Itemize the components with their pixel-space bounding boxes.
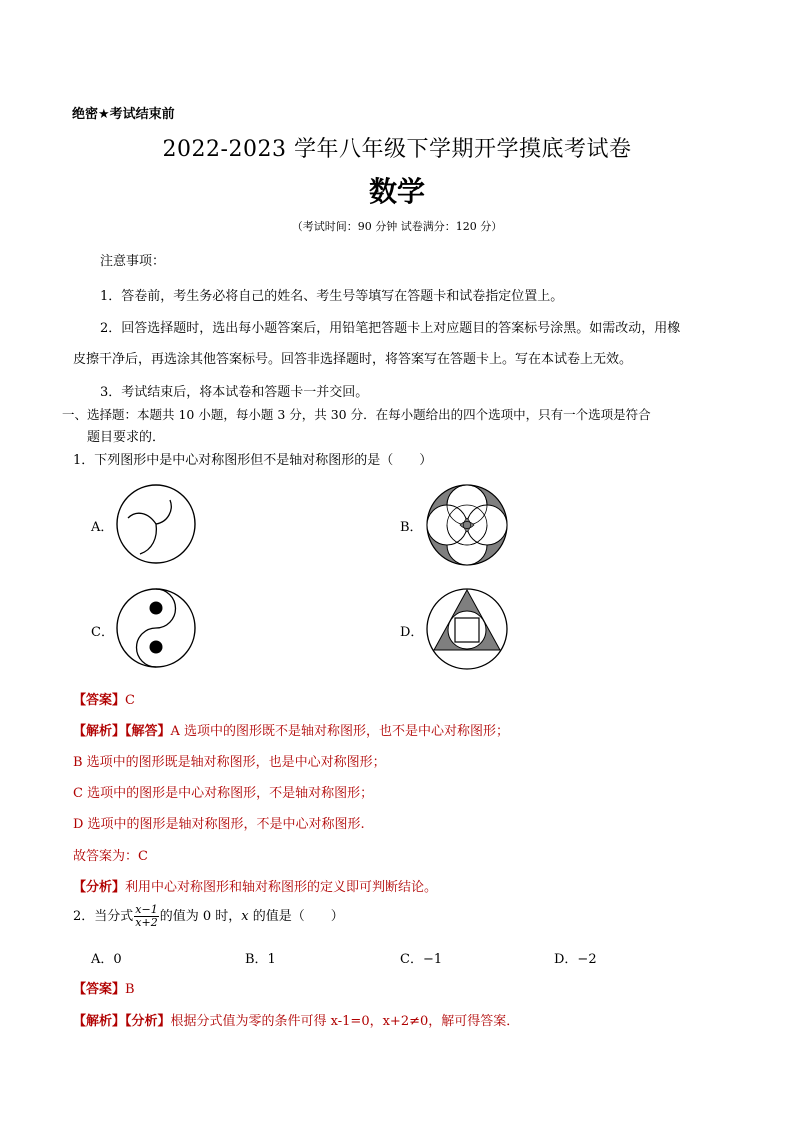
confidential-label: 绝密★考试结束前 <box>72 107 175 122</box>
q2-fraction-numerator: x−1 <box>135 903 158 916</box>
note-1: 1．答卷前，考生务必将自己的姓名、考生号等填写在答题卡和试卷指定位置上。 <box>100 289 564 304</box>
q1-solution-tag: 【解答】 <box>125 724 171 739</box>
note-2-cont: 皮擦干净后，再选涂其他答案标号。回答非选择题时，将答案写在答题卡上。写在本试卷上无效。 <box>73 352 633 367</box>
q1-conclusion: 故答案为：C <box>73 849 148 864</box>
yin-yang-circle-figure <box>114 586 198 670</box>
q1-answer-value: C <box>125 693 135 708</box>
q2-analysis-text: 根据分式值为零的条件可得 x-1=0，x+2≠0，解可得答案． <box>170 1014 520 1029</box>
q1-fenxi-tag: 【分析】 <box>73 880 126 895</box>
q2-option-d: D．−2 <box>554 952 597 967</box>
section-heading-cont: 题目要求的． <box>87 430 166 445</box>
q2-fraction-denominator: x+2 <box>135 916 158 929</box>
q1-analysis-a-text: A 选项中的图形既不是轴对称图形，也不是中心对称图形； <box>170 724 510 739</box>
note-3: 3．考试结束后，将本试卷和答题卡一并交回。 <box>100 385 369 400</box>
q1-option-d-label: D． <box>400 625 424 640</box>
exam-subject: 数学 <box>368 175 425 208</box>
q2-stem-mid: 的值为 0 时， <box>159 909 242 924</box>
q2-option-a: A．0 <box>91 952 122 967</box>
q1-analysis-c: C 选项中的图形是中心对称图形，不是轴对称图形； <box>73 786 374 801</box>
q1-option-b-label: B． <box>400 520 423 535</box>
q1-analysis-b: B 选项中的图形既是轴对称图形，也是中心对称图形； <box>73 755 386 770</box>
q2-fenxi-tag: 【分析】 <box>125 1014 171 1029</box>
q2-option-c: C．−1 <box>400 952 443 967</box>
q1-option-a-label: A． <box>91 520 114 535</box>
note-2: 2．回答选择题时，选出每小题答案后，用铅笔把答题卡上对应题目的答案标号涂黑。如需改动，用橡 <box>100 321 681 336</box>
exam-meta: （考试时间：90 分钟 试卷满分：120 分） <box>291 220 503 233</box>
q2-fraction <box>134 904 158 929</box>
q1-stem: 1．下列图形中是中心对称图形但不是轴对称图形的是（ ） <box>73 453 433 468</box>
q2-analysis <box>73 1010 519 1029</box>
q1-analysis-d: D 选项中的图形是轴对称图形，不是中心对称图形. <box>73 817 365 832</box>
four-petal-circle-figure <box>424 482 510 568</box>
q2-answer <box>73 978 135 997</box>
notes-heading: 注意事项： <box>100 254 166 269</box>
q2-answer-value: B <box>125 982 135 997</box>
q2-variable: x <box>241 909 249 924</box>
q1-option-c-label: C． <box>91 625 114 640</box>
q1-answer-tag: 【答案】 <box>73 693 126 708</box>
q2-answer-tag: 【答案】 <box>73 982 126 997</box>
q1-answer <box>73 689 135 708</box>
q2-stem-pre: 2．当分式 <box>73 909 134 924</box>
triangle-circle-square-figure <box>424 586 510 672</box>
q1-fenxi-text: 利用中心对称图形和轴对称图形的定义即可判断结论。 <box>125 880 438 895</box>
q2-stem-post: 的值是（ ） <box>248 909 344 924</box>
section-heading: 一、选择题：本题共 10 小题，每小题 3 分，共 30 分．在每小题给出的四个选项中，只有一个选项是符合 <box>62 407 651 422</box>
tomoe-circle-figure <box>114 482 198 566</box>
q1-analysis-tag: 【解析】 <box>73 724 126 739</box>
exam-title: 2022-2023 学年八年级下学期开学摸底考试卷 <box>162 137 632 162</box>
q1-analysis-a <box>73 720 509 739</box>
q2-stem <box>73 904 344 929</box>
q2-option-b: B．1 <box>245 952 276 967</box>
q1-fenxi <box>73 876 437 895</box>
q2-analysis-tag: 【解析】 <box>73 1014 126 1029</box>
